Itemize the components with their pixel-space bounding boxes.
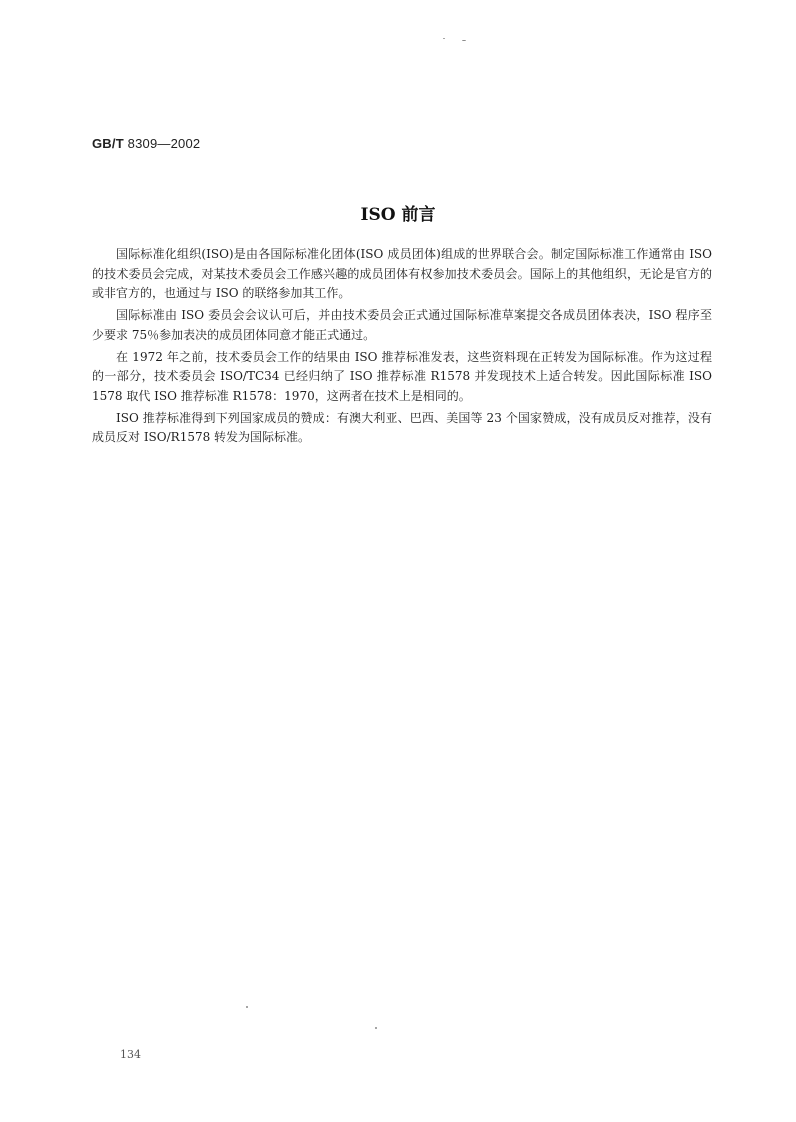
paragraph-1: 国际标准化组织(ISO)是由各国际标准化团体(ISO 成员团体)组成的世界联合会。制定国际标准工作通常由 ISO 的技术委员会完成，对某技术委员会工作感兴趣的成员团体有权参加技术委员会。国际上的其他组织，无论是官方的或非官方的，也通过与 ISO 的联络参加其工作。 (92, 247, 712, 300)
page-title: ISO 前言 (360, 205, 436, 225)
standard-prefix: GB/T (92, 136, 124, 151)
foreword-body (92, 245, 712, 450)
standard-code (92, 136, 200, 151)
paragraph-2: 国际标准由 ISO 委员会会议认可后，并由技术委员会正式通过国际标准草案提交各成员团体表决，ISO 程序至少要求 75％参加表决的成员团体同意才能正式通过。 (92, 308, 712, 342)
scan-speck (246, 1006, 248, 1008)
paragraph-3: 在 1972 年之前，技术委员会工作的结果由 ISO 推荐标准发表，这些资料现在正转发为国际标准。作为这过程的一部分，技术委员会 ISO/TC34 已经归纳了 ISO 推荐标准 R1578 并发现技术上适合转发。因此国际标准 ISO 1578 取代 ISO 推荐标准 R1578：1970，这两者在技术上是相同的。 (92, 349, 712, 403)
paragraph-4: ISO 推荐标准得到下列国家成员的赞成：有澳大利亚、巴西、美国等 23 个国家赞成，没有成员反对推荐，没有成员反对 ISO/R1578 转发为国际标准。 (92, 410, 712, 444)
scan-speck (375, 1027, 377, 1029)
page-number: 134 (120, 1048, 141, 1061)
standard-number: 8309—2002 (123, 136, 201, 151)
scan-speck (443, 38, 445, 39)
scan-speck (462, 40, 466, 41)
